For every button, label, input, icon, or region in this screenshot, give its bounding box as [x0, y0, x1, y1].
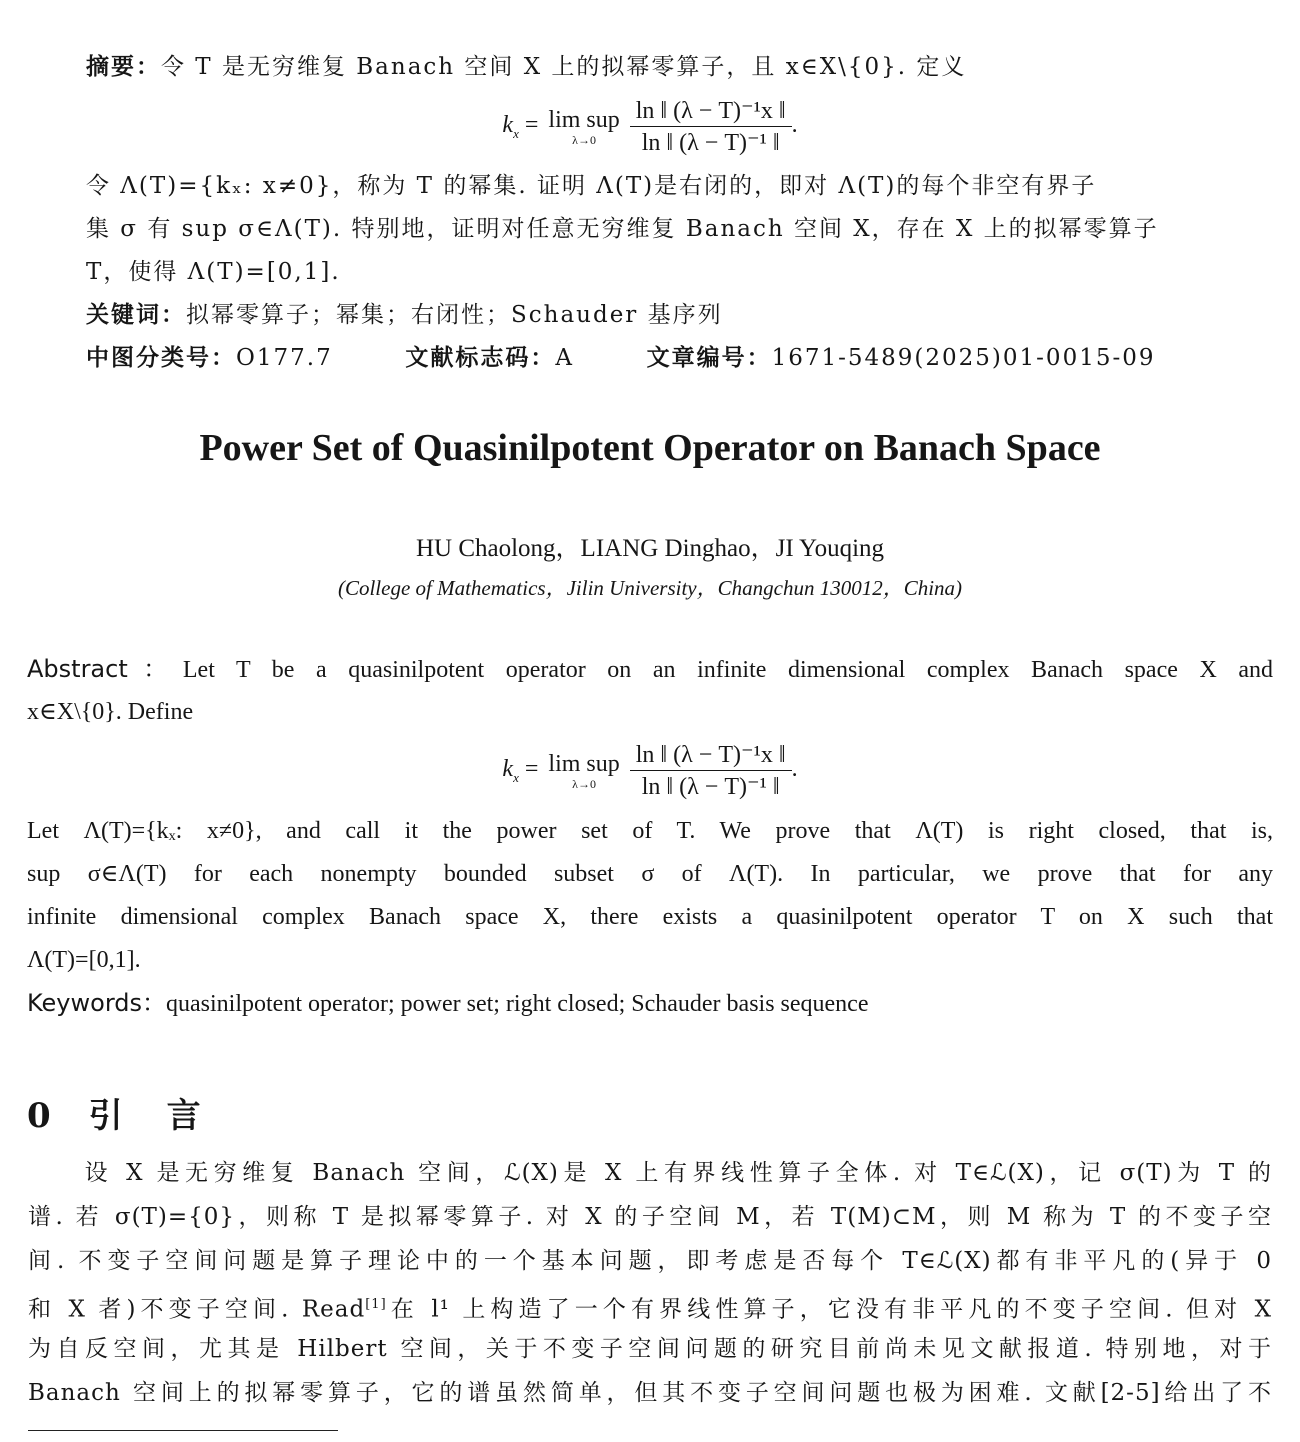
formula-limsup	[548, 107, 619, 146]
article-number-value: 1671-5489(2025)01-0015-09	[771, 345, 1156, 371]
clc-label: 中图分类号：	[86, 345, 236, 371]
intro-line-2: 谱. 若 σ(T)={0}，则称 T 是拟幂零算子. 对 X 的子空间 M，若 T(M)⊂M，则 M 称为 T 的不变子空	[28, 1204, 1272, 1230]
intro-line-3: 间. 不变子空间问题是算子理论中的一个基本问题，即考虑是否每个 T∈ℒ(X)都有非平凡的(异于 0	[28, 1248, 1272, 1274]
section-number: 0	[27, 1096, 55, 1136]
clc-value: O177.7	[236, 345, 333, 371]
en-abstract-line-1	[27, 654, 1273, 685]
en-abstract-line-2: x∈X\{0}. Define	[27, 699, 194, 725]
cn-abstract-line-1	[86, 52, 966, 82]
paper-title: Power Set of Quasinilpotent Operator on Banach Space	[199, 427, 1101, 469]
intro-text-4b: 在 l¹ 上构造了一个有界线性算子，它没有非平凡的不变子空间. 但对 X	[386, 1296, 1272, 1323]
cn-abstract-line-3: 集 σ 有 sup σ∈Λ(T). 特别地，证明对任意无穷维复 Banach 空间 X，存在 X 上的拟幂零算子	[86, 216, 1159, 242]
en-keywords	[27, 988, 868, 1019]
en-keywords-text: quasinilpotent operator; power set; right closed; Schauder basis sequence	[166, 991, 869, 1017]
en-abstract-line-3: Let Λ(T)={kₓ: x≠0}, and call it the power set of T. We prove that Λ(T) is right closed, that is,	[27, 818, 1273, 844]
formula-lhs: k	[502, 112, 514, 139]
cn-abstract-text-1: 令 T 是无穷维复 Banach 空间 X 上的拟幂零算子，且 x∈X\{0}. 定义	[161, 54, 967, 80]
formula-numerator: ln ‖ (λ − T)⁻¹x ‖	[630, 740, 792, 771]
formula-fraction	[630, 740, 792, 801]
section-title-a: 引	[88, 1096, 127, 1136]
formula-lhs-sub: x	[513, 125, 519, 141]
formula-op-sub: λ→0	[572, 777, 596, 791]
section-heading	[27, 1088, 205, 1137]
doc-code-label: 文献标志码：	[405, 345, 556, 371]
formula-end: .	[791, 112, 798, 139]
authors: HU Chaolong，LIANG Dinghao，JI Youqing	[415, 535, 885, 562]
formula-lhs-sub: x	[513, 769, 519, 785]
cn-keywords-label: 关键词：	[86, 302, 186, 328]
doc-code-value: A	[555, 345, 574, 371]
cn-keywords-text: 拟幂零算子；幂集；右闭性；Schauder 基序列	[186, 302, 723, 328]
en-abstract-line-4: sup σ∈Λ(T) for each nonempty bounded subset σ of Λ(T). In particular, we prove that for any	[27, 861, 1273, 887]
formula-end: .	[791, 756, 798, 783]
formula-op: lim sup	[548, 107, 620, 133]
en-abstract-label: Abstract：	[27, 655, 183, 683]
en-abstract-line-5: infinite dimensional complex Banach space X, there exists a quasinilpotent operator T on X such that	[27, 904, 1273, 930]
formula-eq: =	[518, 112, 545, 139]
intro-text-1: 设 X 是无穷维复 Banach 空间，ℒ(X)是 X 上有界线性算子全体. 对 T∈ℒ(X)，记 σ(T)为 T 的	[80, 1160, 1272, 1186]
intro-line-5: 为自反空间，尤其是 Hilbert 空间，关于不变子空间问题的研究目前尚未见文献报道. 特别地，对于	[28, 1336, 1272, 1362]
footnote-divider	[28, 1430, 338, 1431]
formula-op: lim sup	[548, 751, 620, 777]
formula-denominator: ln ‖ (λ − T)⁻¹ ‖	[641, 130, 780, 156]
cn-abstract-label: 摘要：	[86, 54, 161, 80]
en-abstract-text-1: Let T be a quasinilpotent operator on an infinite dimensional complex Banach space X and	[182, 657, 1273, 683]
formula-op-sub: λ→0	[572, 133, 596, 147]
formula-fraction	[630, 96, 792, 157]
en-abstract-line-6: Λ(T)=[0,1].	[27, 947, 141, 973]
en-abstract-formula	[0, 740, 1300, 801]
formula-eq: =	[518, 756, 545, 783]
formula-denominator: ln ‖ (λ − T)⁻¹ ‖	[641, 774, 780, 800]
citation-ref-1: [1]	[365, 1297, 387, 1312]
cn-keywords	[86, 300, 723, 330]
formula-lhs: k	[502, 756, 514, 783]
article-number-label: 文章编号：	[646, 345, 772, 371]
intro-text-4a: 和 X 者)不变子空间. Read	[28, 1296, 366, 1323]
formula-limsup	[548, 751, 619, 790]
cn-meta	[86, 343, 1156, 373]
cn-abstract-line-4: T，使得 Λ(T)=[0,1].	[86, 259, 341, 285]
affiliation: (College of Mathematics，Jilin University，Changchun 130012，China)	[337, 576, 963, 600]
intro-line-4	[28, 1290, 1272, 1325]
cn-abstract-line-2: 令 Λ(T)={kₓ: x≠0}，称为 T 的幂集. 证明 Λ(T)是右闭的，即对 Λ(T)的每个非空有界子	[86, 173, 1097, 199]
intro-line-6: Banach 空间上的拟幂零算子，它的谱虽然简单，但其不变子空间问题也极为困难. 文献[2-5]给出了不	[28, 1380, 1272, 1406]
en-keywords-label: Keywords：	[27, 989, 167, 1017]
cn-abstract-formula	[0, 96, 1300, 157]
intro-line-1	[28, 1158, 1272, 1188]
section-title-b: 言	[166, 1096, 205, 1136]
formula-numerator: ln ‖ (λ − T)⁻¹x ‖	[630, 96, 792, 127]
